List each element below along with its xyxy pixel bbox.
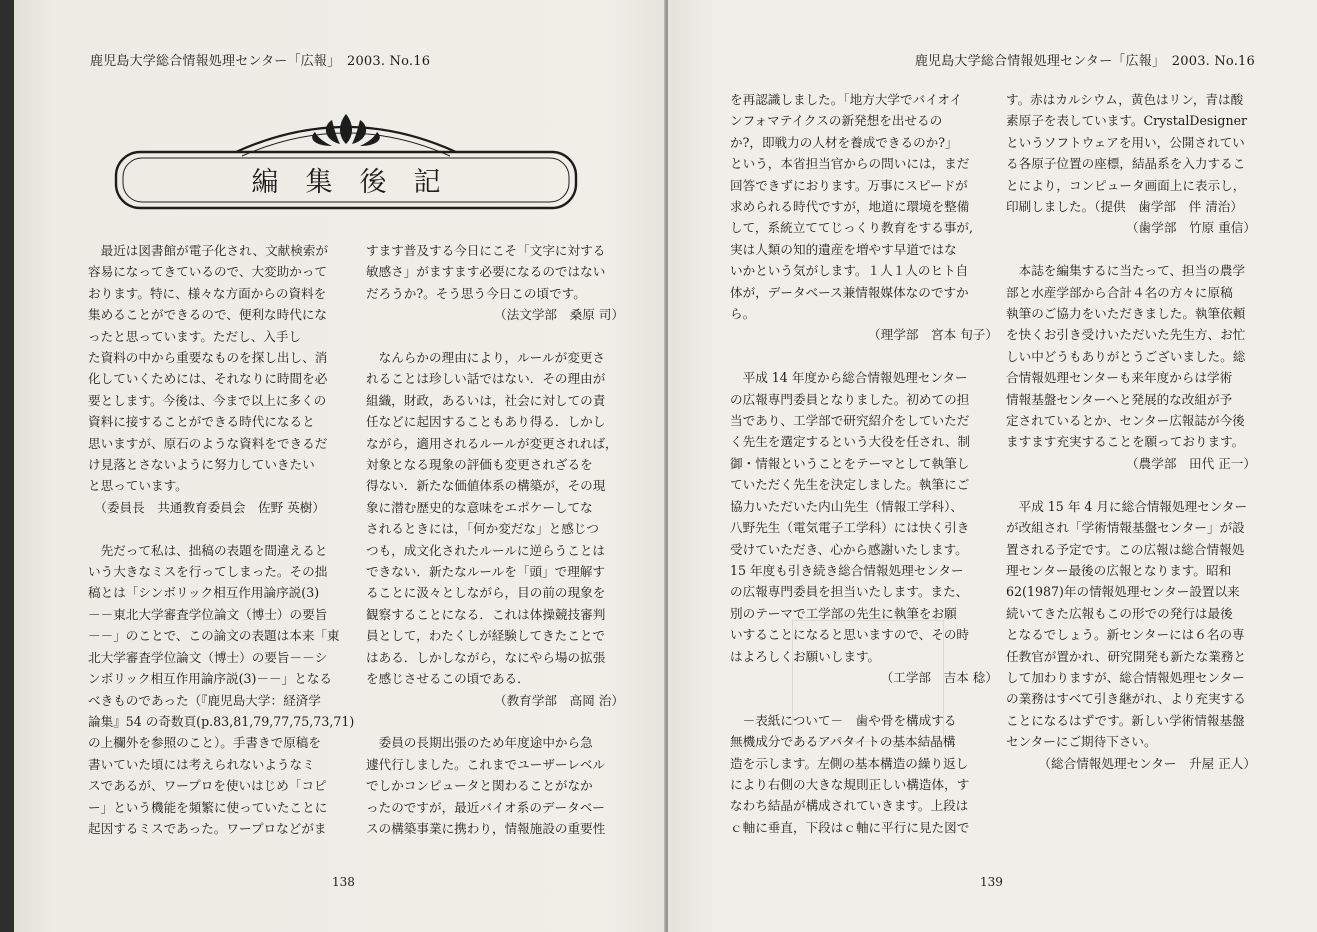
text-line: の広報専門委員を担当いたします。また、 <box>730 584 969 600</box>
right-column-1 <box>730 89 1002 838</box>
running-header-right: 鹿児島大学総合情報処理センター「広報」 2003. No.16 <box>914 54 1255 69</box>
text-line: 先だって私は、拙稿の表題を間違えると <box>88 542 328 558</box>
text-line: おります。特に、様々な方面からの資料を <box>88 285 327 301</box>
text-line: いう大きなミスを行ってしまった。その拙 <box>88 564 328 580</box>
text-line: 62(1987)年の情報処理センター設置以来 <box>1006 584 1240 600</box>
text-line: ることに汲々としながら，目の前の現象を <box>366 585 606 601</box>
text-line: 最近は図書館が電子化され、文献検索が <box>88 243 329 258</box>
author-signature: （農学部 田代 正一） <box>1126 455 1256 471</box>
paragraph-gap <box>366 711 628 732</box>
text-line: スの構築事業に携わり，情報施設の重要性 <box>366 820 606 836</box>
text-line: 平成 15 年 4 月に総合情報処理センター <box>1006 498 1248 514</box>
text-line: 執筆のご協力をいただきました。執筆依頼 <box>1006 306 1246 322</box>
right-column-2 <box>1006 89 1260 774</box>
text-line: ｃ軸に垂直，下段はｃ軸に平行に見た図で <box>730 819 970 835</box>
text-line: というソフトウェアを用い，公開されてい <box>1006 134 1245 150</box>
text-line: 集めることができるので、便利な時代にな <box>88 307 328 323</box>
fleuron-icon <box>312 114 380 146</box>
text-line: －表紙について－ 歯や骨を構成する <box>730 712 957 728</box>
text-line: という，本省担当官からの問いには，まだ <box>730 156 970 172</box>
text-line: 敏感さ」がますます必要になるのではない <box>366 264 606 280</box>
text-line: と思っています。 <box>88 478 188 494</box>
text-line: 稿とは「シンボリック相互作用論序説(3) <box>88 585 320 601</box>
text-line: 置される予定です。この広報は総合情報処 <box>1006 541 1245 557</box>
text-line: 起因するミスであった。ワープロなどがま <box>88 820 327 836</box>
text-line: 組織，財政，あるいは，社会に対しての責 <box>366 392 606 408</box>
text-line: つも，成文化されたルールに逆らうことは <box>366 542 606 558</box>
text-line: 無機成分であるアパタイトの基本結晶構 <box>730 734 956 750</box>
text-line: 平成 14 年度から総合情報処理センター <box>730 370 968 386</box>
right-page <box>668 0 1317 932</box>
text-line: 資料に接することができる時代になると <box>88 414 315 430</box>
text-line: ンボリック相互作用論序説(3)－－」となる <box>88 671 333 687</box>
text-line: 遽代行しました。これまでユーザーレベル <box>366 756 606 772</box>
text-line: （委員長 共通教育委員会 佐野 英樹） <box>88 499 325 515</box>
text-line: とにより，コンピュータ画面上に表示し， <box>1006 177 1246 193</box>
text-line: 北大学審査学位論文（博士）の要旨－－シ <box>88 649 328 665</box>
text-line: はよろしくお願いします。 <box>730 648 881 664</box>
left-column-2 <box>366 240 628 839</box>
text-line: 本誌を編集するに当たって、担当の農学 <box>1006 263 1246 279</box>
text-line: 員として，わたくしが経験してきたことで <box>366 628 606 644</box>
page-title: 編集後記 <box>251 167 468 198</box>
author-signature: （理学部 宮本 旬子） <box>868 327 998 343</box>
text-line: 得ない．新たな価値体系の構築が，その現 <box>366 478 606 494</box>
text-line: 観察することになる．これは体操競技審判 <box>366 606 606 622</box>
text-line: 続いてきた広報もこの形での発行は最後 <box>1006 605 1233 621</box>
text-line: 容易になってきているので、大変助かって <box>88 264 328 280</box>
text-line: ますます充実することを願っております。 <box>1006 434 1245 450</box>
text-line: 委員の長期出張のため年度途中から急 <box>366 735 593 751</box>
text-line: 化していくためには、それなりに時間を必 <box>88 371 328 387</box>
text-line: －－東北大学審査学位論文（博士）の要旨 <box>88 606 328 622</box>
text-line: 対象となる現象の評価も変更されざるを <box>366 457 593 473</box>
text-line: できない．新たなルールを「頭」で理解す <box>366 564 606 580</box>
text-line: 定されているとか、センター広報誌が今後 <box>1006 413 1245 429</box>
text-line: しい中どうもありがとうございました。総 <box>1006 348 1246 364</box>
paragraph-gap <box>1006 239 1260 260</box>
author-signature: （工学部 吉本 稔） <box>880 669 998 685</box>
paragraph-gap <box>1006 474 1260 495</box>
text-line: 部と水産学部から合計４名の方々に原稿 <box>1006 284 1233 300</box>
page-number-right: 139 <box>980 875 1003 889</box>
text-line: 求められる時代ですが，地道に環境を整備 <box>730 199 970 215</box>
text-line: 素原子を表しています。CrystalDesigner <box>1006 113 1248 129</box>
paragraph-gap <box>730 346 1002 367</box>
text-line: べきものであった（『鹿児島大学：経済学 <box>88 692 321 708</box>
text-line: 要とします。今後は、今まで以上に多くの <box>88 392 327 408</box>
text-line: く先生を選定するという大役を任され、制 <box>730 434 971 450</box>
text-line: ことになるはずです。新しい学術情報基盤 <box>1006 712 1245 728</box>
author-signature: （教育学部 高岡 治） <box>494 692 624 708</box>
running-header-left: 鹿児島大学総合情報処理センター「広報」 2003. No.16 <box>90 54 431 69</box>
text-line: 体が，データベース兼情報媒体なのですか <box>730 284 969 300</box>
text-line: だろうか?。そう思う今日この頃です。 <box>366 285 586 301</box>
page-number-left: 138 <box>332 875 355 889</box>
text-line: －－」のことで、この論文の表題は本来「東 <box>88 628 340 644</box>
text-line: 論集』54 の奇数頁(p.83,81,79,77,75,73,71) <box>88 713 355 729</box>
left-page <box>14 0 666 932</box>
text-line: いすることになると思いますので、その時 <box>730 627 970 643</box>
text-line: の業務はすべて引き継がれ、より充実する <box>1006 691 1246 707</box>
text-line: すます普及する今日にこそ「文字に対する <box>366 243 606 258</box>
text-line: 理センター最後の広報となります。昭和 <box>1006 562 1232 578</box>
text-line: 八野先生（電気電子工学科）には快く引き <box>730 520 970 536</box>
text-line: なわち結晶が構成されていきます。上段は <box>730 798 969 814</box>
text-line: 任教官が置かれ、研究開発も新たな業務と <box>1006 648 1247 664</box>
text-line: た資料の中から重要なものを探し出し、消 <box>88 350 328 366</box>
text-line: となるでしょう。新センターには６名の専 <box>1006 627 1245 643</box>
text-line: ながら，適用されるルールが変更されれば， <box>366 435 618 451</box>
text-line: なんらかの理由により，ルールが変更さ <box>366 350 606 366</box>
text-line: 協力いただいた内山先生（情報工学科）、 <box>730 498 963 514</box>
text-line: 任などに起因することもあり得る．しかし <box>366 414 606 430</box>
text-line: ったのですが，最近バイオ系のデータベー <box>366 799 605 815</box>
text-line: して加わりますが、総合情報処理センター <box>1006 669 1245 685</box>
left-column-1 <box>88 240 358 839</box>
text-line: されるときには，「何か変だな」と感じつ <box>366 521 599 537</box>
text-line: いかという気がします。１人１人のヒト自 <box>730 263 969 279</box>
text-line: す。赤はカルシウム，黄色はリン，青は酸 <box>1006 92 1244 107</box>
text-line: 思いますが、原石のような資料をできるだ <box>88 435 328 451</box>
text-line: 象に潜む歴史的な意味をエポケーしてな <box>366 499 593 515</box>
text-line: 実は人類の知的遺産を増やす早道ではな <box>730 241 957 257</box>
text-line: 回答できずにおります。万事にスピードが <box>730 177 968 193</box>
text-line: ー」という機能を頻繁に使っていたことに <box>88 799 328 815</box>
text-line: センターにご期待下さい。 <box>1006 734 1157 750</box>
text-line: はある．しかしながら，なにやら場の拡張 <box>366 649 606 665</box>
text-line: か?，即戦力の人材を養成できるのか?」 <box>730 134 958 150</box>
text-line: る各原子位置の座標，結晶系を入力するこ <box>1006 156 1246 172</box>
text-line: ったと思っています。ただし、入手し <box>88 328 302 344</box>
text-line: 15 年度も引き続き総合情報処理センター <box>730 562 964 578</box>
text-line: を感じさせるこの頃である． <box>366 671 530 687</box>
text-line: 造を示します。左側の基本構造の繰り返し <box>730 755 969 771</box>
text-line: により右側の大きな規則正しい構造体，す <box>730 776 970 792</box>
text-line: 御・情報ということをテーマとして執筆し <box>730 455 970 471</box>
text-line: 受けていただき、心から感謝いたします。 <box>730 541 968 557</box>
text-line: ら。 <box>730 306 756 322</box>
text-line: して，系統立ててじっくり教育をする事が, <box>730 220 974 236</box>
text-line: が改組され「学術情報基盤センター」が設 <box>1006 520 1245 536</box>
text-line: れることは珍しい話ではない．その理由が <box>366 371 606 387</box>
text-line: け見落とさないように努力していきたい <box>88 457 315 473</box>
text-line: ていただく先生を決定しました。執筆にご <box>730 477 970 493</box>
text-line: の上欄外を参照のこと）。手書きで原稿を <box>88 735 321 751</box>
text-line: スであるが、ワープロを使いはじめ「コピ <box>88 778 327 794</box>
text-line: を再認識しました。「地方大学でバイオイ <box>730 92 962 107</box>
text-line: 合情報処理センターも来年度からは学術 <box>1006 370 1233 386</box>
text-line: 書いていた頃には考えられないようなミ <box>88 756 315 772</box>
paragraph-gap <box>88 518 358 539</box>
text-line: 別のテーマで工学部の先生に執筆をお願 <box>730 605 957 621</box>
text-line: ンフォマテイクスの新発想を出せるの <box>730 113 943 129</box>
text-line: を快くお引き受けいただいた先生方、お忙 <box>1006 327 1246 343</box>
author-signature: （総合情報処理センター 升屋 正人） <box>1038 755 1256 771</box>
paragraph-gap <box>366 326 628 347</box>
text-line: 印刷しました。（提供 歯学部 伴 清治） <box>1006 199 1243 215</box>
author-signature: （法文学部 桑原 司） <box>494 307 624 323</box>
text-line: 情報基盤センターへと発展的な改組が予 <box>1006 391 1233 407</box>
paragraph-gap <box>730 688 1002 709</box>
text-line: でしかコンピュータと関わることがなか <box>366 778 593 794</box>
text-line: の広報専門委員となりました。初めての担 <box>730 391 970 407</box>
text-line: 当であり、工学部で研究紹介をしていただ <box>730 413 970 429</box>
author-signature: （歯学部 竹原 重信） <box>1126 220 1256 236</box>
